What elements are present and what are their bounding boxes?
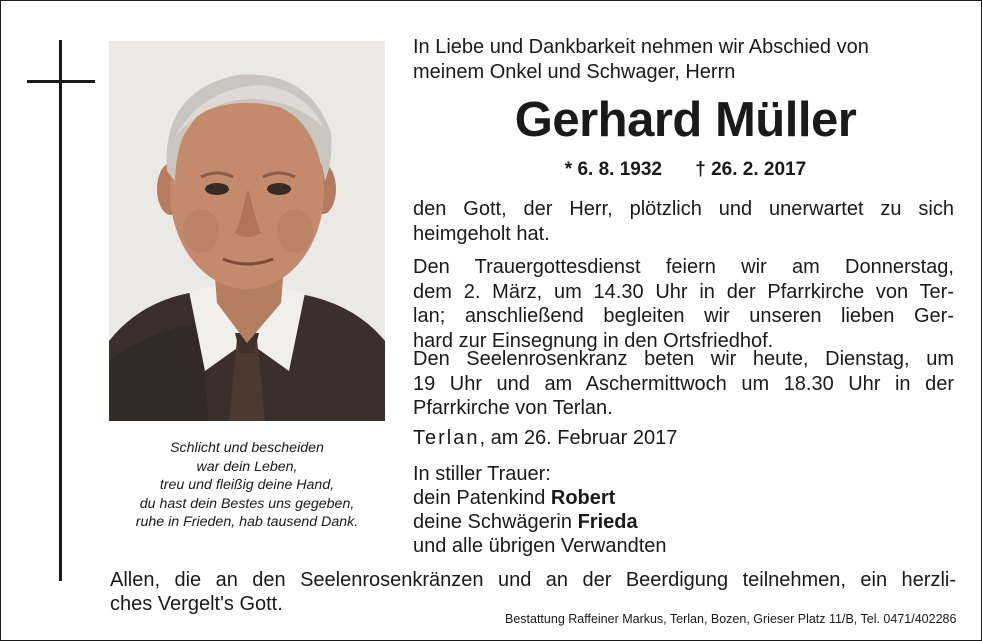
place-and-date <box>413 425 677 451</box>
thanks-line: Allen, die an den Seelenrosenkränzen und an der Beerdigung teilnehmen, ein herzli- <box>110 569 956 591</box>
paragraph-line: heimgeholt hat. <box>413 222 550 245</box>
cross-horizontal-bar <box>27 80 95 83</box>
thanks-line: ches Vergelt's Gott. <box>110 593 283 615</box>
paragraph-line: 19 Uhr und am Aschermittwoch um 18.30 Uhr in der <box>413 372 954 395</box>
place-date: , am 26. Februar 2017 <box>479 427 678 449</box>
mourner-name: Frieda <box>577 511 638 533</box>
paragraph-line: Den Trauergottesdienst feiern wir am Donnerstag, <box>413 256 954 278</box>
mourner-line <box>413 486 667 510</box>
intro-line: In Liebe und Dankbarkeit nehmen wir Abschied von <box>413 36 869 58</box>
paragraph-line: den Gott, der Herr, plötzlich und unerwartet zu sich <box>413 198 954 220</box>
paragraph-line: Pfarrkirche von Terlan. <box>413 397 613 419</box>
portrait-photo <box>109 41 385 421</box>
poem-line: ruhe in Frieden, hab tausend Dank. <box>135 514 359 530</box>
thanks-note <box>110 568 956 616</box>
intro-text <box>413 35 958 85</box>
deceased-name: Gerhard Müller <box>514 93 857 147</box>
mourner-relation: dein Patenkind <box>413 487 551 509</box>
funeral-home-footer: Bestattung Raffeiner Markus, Terlan, Bozen, Grieser Platz 11/B, Tel. 0471/402286 <box>505 612 957 626</box>
poem-line: du hast dein Bestes uns gegeben, <box>139 495 355 512</box>
paragraph-funeral <box>413 255 954 353</box>
cross-vertical-bar <box>59 40 62 581</box>
poem-line: Schlicht und bescheiden <box>170 440 324 456</box>
intro-line: meinem Onkel und Schwager, Herrn <box>413 61 736 83</box>
paragraph-rosary <box>413 347 954 421</box>
place-town: Terlan <box>413 427 480 449</box>
paragraph-homecoming <box>413 197 954 246</box>
death-date: † 26. 2. 2017 <box>695 159 807 180</box>
mourner-relation: deine Schwägerin <box>413 511 578 533</box>
poem-line: treu und fleißig deine Hand, <box>159 477 335 493</box>
birth-date: * 6. 8. 1932 <box>564 159 662 180</box>
mourner-line <box>413 510 667 534</box>
paragraph-line: Den Seelenrosenkranz beten wir heute, Dienstag, um <box>413 348 954 370</box>
mourners-heading: In stiller Trauer: <box>413 463 551 485</box>
paragraph-line: hard zur Einsegnung in den Ortsfriedhof. <box>413 329 774 352</box>
mourner-line: und alle übrigen Verwandten <box>413 535 667 557</box>
mourner-name: Robert <box>550 487 616 509</box>
poem-line: war dein Leben, <box>196 458 298 475</box>
mourners-list <box>413 462 667 558</box>
paragraph-line: dem 2. März, um 14.30 Uhr in der Pfarrkirche von Ter- <box>413 280 954 303</box>
life-dates <box>413 156 958 184</box>
memorial-poem <box>109 439 385 532</box>
paragraph-line: lan; anschließend begleiten wir unseren lieben Ger- <box>413 305 954 327</box>
